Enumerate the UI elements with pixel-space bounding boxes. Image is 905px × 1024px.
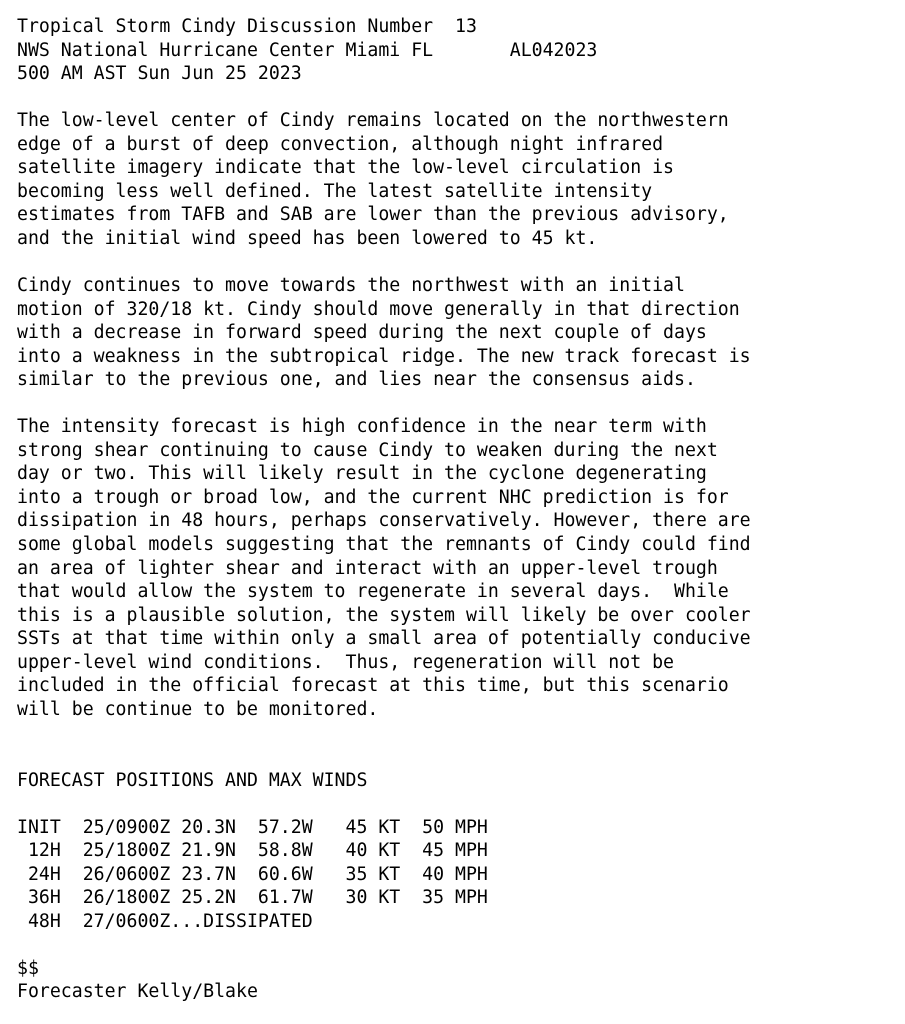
paragraph-intensity-forecast bbox=[17, 415, 905, 721]
text-line: Cindy continues to move towards the northwest with an initial bbox=[17, 275, 685, 297]
text-line: estimates from TAFB and SAB are lower than the previous advisory, bbox=[17, 204, 729, 226]
issue-time: 500 AM AST Sun Jun 25 2023 bbox=[17, 63, 302, 85]
blank-line bbox=[17, 745, 905, 769]
text-line: into a weakness in the subtropical ridge. The new track forecast is bbox=[17, 345, 751, 367]
forecast-row: 48H 27/0600Z...DISSIPATED bbox=[17, 910, 313, 932]
text-line: will be continue to be monitored. bbox=[17, 698, 379, 720]
text-line: into a trough or broad low, and the current NHC prediction is for bbox=[17, 486, 729, 508]
forecast-row: INIT 25/0900Z 20.3N 57.2W 45 KT 50 MPH bbox=[17, 816, 488, 838]
blank-line bbox=[17, 250, 905, 274]
forecast-table bbox=[17, 769, 905, 934]
document-footer bbox=[17, 957, 905, 1004]
text-line: some global models suggesting that the remnants of Cindy could find bbox=[17, 534, 751, 556]
forecast-row: 36H 26/1800Z 25.2N 61.7W 30 KT 35 MPH bbox=[17, 887, 488, 909]
paragraph-track-forecast bbox=[17, 274, 905, 392]
text-line: edge of a burst of deep convection, although night infrared bbox=[17, 133, 664, 155]
text-line: included in the official forecast at this time, but this scenario bbox=[17, 675, 729, 697]
text-line: The low-level center of Cindy remains located on the northwestern bbox=[17, 110, 729, 132]
text-line: and the initial wind speed has been lowered to 45 kt. bbox=[17, 227, 598, 249]
text-line: motion of 320/18 kt. Cindy should move generally in that direction bbox=[17, 298, 740, 320]
blank-line bbox=[17, 392, 905, 416]
paragraph-center-analysis bbox=[17, 109, 905, 250]
text-line: similar to the previous one, and lies near the consensus aids. bbox=[17, 369, 696, 391]
forecaster-signature: Forecaster Kelly/Blake bbox=[17, 981, 258, 1003]
end-marker: $$ bbox=[17, 957, 39, 979]
discussion-title: Tropical Storm Cindy Discussion Number 13 bbox=[17, 16, 477, 37]
text-line: satellite imagery indicate that the low-level circulation is bbox=[17, 157, 674, 179]
text-line: SSTs at that time within only a small area of potentially conducive bbox=[17, 628, 751, 650]
blank-line bbox=[17, 721, 905, 745]
text-line: strong shear continuing to cause Cindy to weaken during the next bbox=[17, 439, 718, 461]
text-line: becoming less well defined. The latest satellite intensity bbox=[17, 180, 653, 202]
text-line: that would allow the system to regenerate in several days. While bbox=[17, 581, 729, 603]
forecast-row: 24H 26/0600Z 23.7N 60.6W 35 KT 40 MPH bbox=[17, 863, 488, 885]
text-line: dissipation in 48 hours, perhaps conservatively. However, there are bbox=[17, 510, 751, 532]
text-line: day or two. This will likely result in the cyclone degenerating bbox=[17, 463, 707, 485]
blank-line bbox=[17, 933, 905, 957]
text-line: an area of lighter shear and interact with an upper-level trough bbox=[17, 557, 718, 579]
text-line: with a decrease in forward speed during the next couple of days bbox=[17, 322, 707, 344]
text-line: this is a plausible solution, the system will likely be over cooler bbox=[17, 604, 751, 626]
forecast-row: 12H 25/1800Z 21.9N 58.8W 40 KT 45 MPH bbox=[17, 840, 488, 862]
issuing-office: NWS National Hurricane Center Miami FL AL042023 bbox=[17, 39, 598, 61]
document-header bbox=[17, 15, 905, 86]
blank-line bbox=[17, 792, 905, 816]
text-line: upper-level wind conditions. Thus, regeneration will not be bbox=[17, 651, 674, 673]
text-line: The intensity forecast is high confidence in the near term with bbox=[17, 416, 707, 438]
forecast-heading: FORECAST POSITIONS AND MAX WINDS bbox=[17, 769, 368, 791]
blank-line bbox=[17, 86, 905, 110]
